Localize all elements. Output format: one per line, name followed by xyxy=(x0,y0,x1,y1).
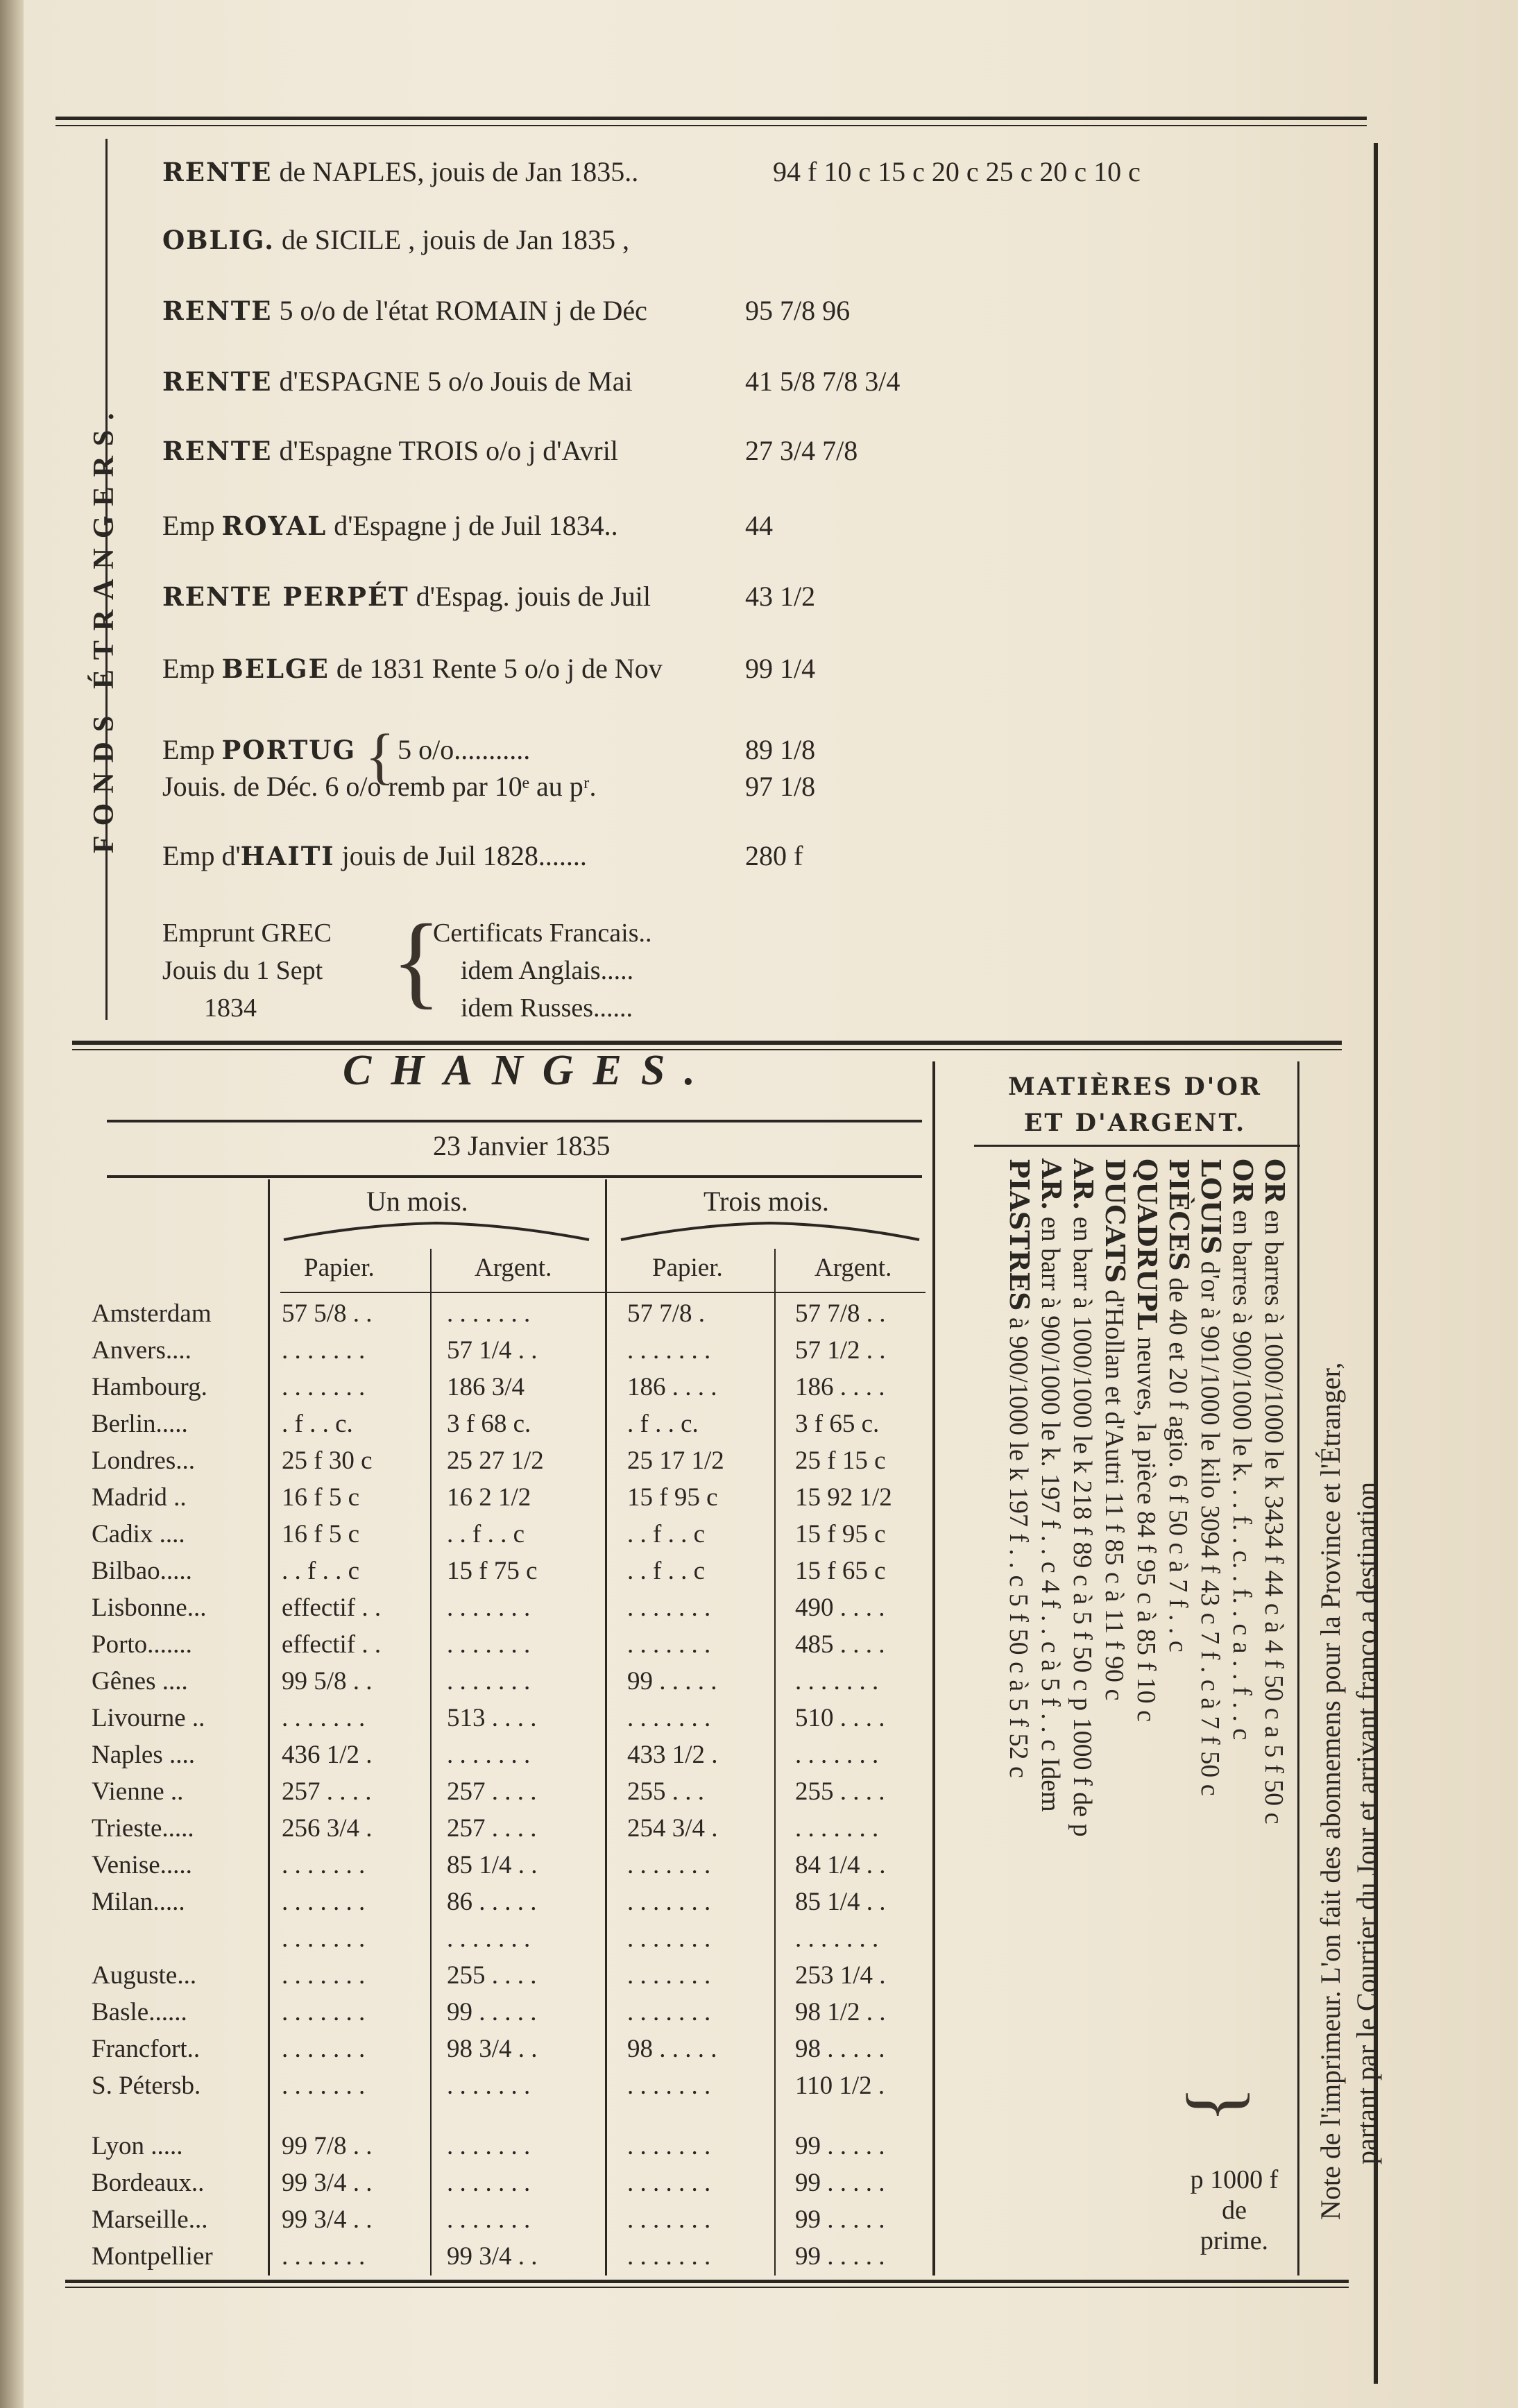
fonds-value: 95 7/8 96 xyxy=(745,295,851,326)
changes-cell: 25 f 15 c xyxy=(795,1446,886,1475)
group-header-trois-mois: Trois mois. xyxy=(703,1186,829,1217)
fonds-section-title: FONDS ÉTRANGERS. xyxy=(88,403,120,853)
matieres-column: PIÈCES de 40 et 20 f agio. 6 f 50 c à 7 f . . c xyxy=(1163,1159,1195,1653)
changes-cell: 99 3/4 . . xyxy=(447,2242,538,2271)
changes-cell: 110 1/2 . xyxy=(795,2072,885,2100)
changes-cell: 436 1/2 . xyxy=(282,1741,373,1769)
changes-cell: . . . . . . . xyxy=(627,1888,711,1916)
changes-cell: . . . . . . . xyxy=(447,2132,531,2160)
changes-cell: 85 1/4 . . xyxy=(795,1888,886,1916)
changes-city: Lisbonne... xyxy=(92,1594,207,1622)
changes-cell: 253 1/4 . xyxy=(795,1961,886,1990)
fonds-value: 99 1/4 xyxy=(745,653,816,684)
changes-cell: 99 . . . . . xyxy=(795,2169,885,2197)
changes-cell: . . . . . . . xyxy=(282,2242,366,2271)
col-divider-mini-1 xyxy=(430,1249,432,2275)
changes-cell: 99 5/8 . . xyxy=(282,1667,373,1696)
top-rule-thin xyxy=(56,125,1367,126)
changes-cell: 255 . . . . xyxy=(795,1777,885,1806)
grec-brace: { xyxy=(391,903,441,1018)
changes-cell: . . f . . c xyxy=(447,1520,525,1548)
changes-cell: . . . . . . . xyxy=(447,1924,531,1953)
changes-cell: . . . . . . . xyxy=(447,1594,531,1622)
changes-cell: 57 1/2 . . xyxy=(795,1336,886,1365)
changes-cell: . . f . . c xyxy=(282,1557,359,1585)
changes-city: Francfort.. xyxy=(92,2035,201,2063)
changes-city: Cadix .... xyxy=(92,1520,185,1548)
changes-cell: . . . . . . . xyxy=(447,1741,531,1769)
prime-note: p 1000 f de prime. xyxy=(1190,2165,1279,2255)
changes-city: Naples .... xyxy=(92,1741,195,1769)
fonds-label: RENTE PERPÉT d'Espag. jouis de Juil xyxy=(162,581,651,612)
changes-cell: . . . . . . . xyxy=(447,1667,531,1696)
changes-title-rule xyxy=(107,1120,922,1122)
subheader-argent-2: Argent. xyxy=(815,1254,892,1282)
changes-cell: 16 f 5 c xyxy=(282,1520,359,1548)
changes-cell: . . . . . . . xyxy=(795,1667,879,1696)
changes-title: CHANGES. xyxy=(343,1047,715,1094)
changes-cell: 98 1/2 . . xyxy=(795,1998,886,2026)
changes-cell: . f . . c. xyxy=(282,1410,353,1438)
changes-cell: 99 . . . . . xyxy=(795,2132,885,2160)
changes-cell: 57 7/8 . xyxy=(627,1299,706,1328)
bottom-rule xyxy=(65,2280,1349,2283)
changes-cell: 99 . . . . . xyxy=(627,1667,717,1696)
changes-cell: . . . . . . . xyxy=(627,1594,711,1622)
col-divider-matieres xyxy=(932,1061,935,2275)
fonds-value: 44 xyxy=(745,510,773,541)
fonds-value: 94 f 10 c 15 c 20 c 25 c 20 c 10 c xyxy=(773,156,1141,187)
matieres-column: LOUIS d'or à 901/1000 le kilo 3094 f 43 c 7 f . c à 7 f 50 c xyxy=(1195,1159,1227,1796)
changes-cell: 99 3/4 . . xyxy=(282,2205,373,2234)
changes-city: Milan..... xyxy=(92,1888,185,1916)
changes-city: Londres... xyxy=(92,1446,195,1475)
changes-cell: effectif . . xyxy=(282,1594,382,1622)
changes-cell: effectif . . xyxy=(282,1630,382,1659)
changes-cell: 186 3/4 xyxy=(447,1373,525,1401)
changes-cell: . . f . . c xyxy=(627,1520,705,1548)
changes-cell: . . . . . . . xyxy=(447,2169,531,2197)
changes-cell: 186 . . . . xyxy=(627,1373,717,1401)
top-rule xyxy=(56,117,1367,120)
changes-date: 23 Janvier 1835 xyxy=(433,1130,611,1161)
fonds-label: RENTE d'Espagne TROIS o/o j d'Avril xyxy=(162,435,618,466)
changes-cell: . . . . . . . xyxy=(282,2072,366,2100)
matieres-right-border xyxy=(1297,1061,1299,2275)
changes-cell: . . . . . . . xyxy=(282,1373,366,1401)
changes-cell: 16 f 5 c xyxy=(282,1483,359,1512)
note-imprimeur-line1: Note de l'imprimeur. L'on fait des abonnemens pour la Province et l'Étranger, xyxy=(1315,1362,1346,2220)
fonds-label: RENTE de NAPLES, jouis de Jan 1835.. xyxy=(162,156,639,187)
changes-cell: 485 . . . . xyxy=(795,1630,885,1659)
changes-cell: 256 3/4 . xyxy=(282,1814,373,1843)
changes-cell: 25 f 30 c xyxy=(282,1446,373,1475)
changes-cell: 15 92 1/2 xyxy=(795,1483,892,1512)
changes-cell: . . . . . . . xyxy=(627,1998,711,2026)
matieres-column: QUADRUPL neuves, la pièce 84 f 95 c à 85 f 10 c xyxy=(1132,1159,1163,1723)
changes-cell: . . . . . . . xyxy=(447,2205,531,2234)
changes-cell: . . . . . . . xyxy=(627,2132,711,2160)
changes-cell: . . . . . . . xyxy=(627,1961,711,1990)
changes-city: Gênes .... xyxy=(92,1667,188,1696)
changes-city: Livourne .. xyxy=(92,1704,205,1732)
changes-cell: 99 3/4 . . xyxy=(282,2169,373,2197)
grec-right-block: Certificats Francais.. idem Anglais..... idem Russes...... xyxy=(433,919,652,1023)
changes-city: Lyon ..... xyxy=(92,2132,183,2160)
changes-cell: 25 27 1/2 xyxy=(447,1446,544,1475)
fonds-value: 97 1/8 xyxy=(745,771,816,802)
changes-city: Venise..... xyxy=(92,1851,192,1879)
matieres-brace: { xyxy=(1171,2086,1256,2123)
changes-city: S. Pétersb. xyxy=(92,2072,201,2100)
changes-city: Amsterdam xyxy=(92,1299,212,1328)
changes-cell: . . . . . . . xyxy=(627,1336,711,1365)
note-imprimeur-line2: partant par le Courrier du Jour et arrivant franco a destination xyxy=(1351,1481,1382,2164)
changes-cell: 15 f 95 c xyxy=(795,1520,886,1548)
changes-cell: 57 5/8 . . xyxy=(282,1299,373,1328)
changes-cell: 15 f 75 c xyxy=(447,1557,538,1585)
changes-cell: 98 3/4 . . xyxy=(447,2035,538,2063)
changes-cell: 15 f 95 c xyxy=(627,1483,718,1512)
changes-cell: . . . . . . . xyxy=(627,2169,711,2197)
matieres-column: OR en barres à 1000/1000 le k 3434 f 44 c à 4 f 50 c a 5 f 50 c xyxy=(1259,1159,1290,1825)
subheader-argent-1: Argent. xyxy=(475,1254,552,1282)
changes-cell: 257 . . . . xyxy=(447,1814,537,1843)
changes-cell: . . . . . . . xyxy=(447,2072,531,2100)
matieres-column: OR en barres à 900/1000 le k. . . f. . c. . f. . c a . . f . . c xyxy=(1227,1159,1259,1741)
changes-cell: . . . . . . . xyxy=(282,1336,366,1365)
fonds-value: 41 5/8 7/8 3/4 xyxy=(745,366,901,397)
changes-cell: 99 . . . . . xyxy=(795,2205,885,2234)
changes-cell: 186 . . . . xyxy=(795,1373,885,1401)
bottom-rule-thin xyxy=(65,2287,1349,2288)
changes-city: Montpellier xyxy=(92,2242,213,2271)
changes-cell: 510 . . . . xyxy=(795,1704,885,1732)
changes-cell: . . . . . . . xyxy=(627,1704,711,1732)
changes-cell: . . . . . . . xyxy=(795,1924,879,1953)
col-divider-1 xyxy=(268,1179,270,2275)
fonds-label: Emp BELGE de 1831 Rente 5 o/o j de Nov xyxy=(162,653,663,684)
changes-cell: 57 1/4 . . xyxy=(447,1336,538,1365)
matieres-column: DUCATS d'Hollan et d'Autri 11 f 85 c à 11 f 90 c xyxy=(1100,1159,1131,1701)
matieres-column: PIASTRES à 900/1000 le k 197 f . . c 5 f 50 c à 5 f 52 c xyxy=(1004,1159,1035,1778)
changes-cell: 257 . . . . xyxy=(282,1777,372,1806)
portugal-brace: { xyxy=(365,722,395,791)
changes-cell: . . . . . . . xyxy=(282,1961,366,1990)
changes-city: Hambourg. xyxy=(92,1373,207,1401)
subheader-papier-1: Papier. xyxy=(304,1254,375,1282)
changes-city: Bilbao..... xyxy=(92,1557,192,1585)
col-divider-2 xyxy=(605,1179,607,2275)
changes-cell: 257 . . . . xyxy=(447,1777,537,1806)
changes-cell: . . . . . . . xyxy=(795,1814,879,1843)
changes-city: Madrid .. xyxy=(92,1483,187,1512)
changes-cell: 99 . . . . . xyxy=(447,1998,537,2026)
matieres-title-line1: MATIÈRES D'OR xyxy=(1008,1073,1262,1101)
changes-cell: . . . . . . . xyxy=(282,2035,366,2063)
changes-city: Anvers.... xyxy=(92,1336,191,1365)
fonds-label: RENTE d'ESPAGNE 5 o/o Jouis de Mai xyxy=(162,366,633,397)
document-page: FONDS ÉTRANGERS. RENTE de NAPLES, jouis de Jan 1835.. 94 f 10 c 15 c 20 c 25 c 20 c 10 c OBLIG. de SICILE , jouis de Jan 1835 , RENTE 5 o/o de l'état ROMAIN j de Déc 95 7/8 96 RENTE d'ESPAGNE 5 o/o Jouis de Mai 41 5/8 7/8 3/4 RENTE d'Espagne TROIS o/o j d'Avril 27 3/4 7/8 Emp ROYAL d'Espagne j de Juil 1834.. 44 RENTE PERPÉT d'Espag. jouis de Juil 43 1/2 Emp BELGE de 1831 Rente 5 o/o j de Nov 99 1/4 Emp PORTUG 5 o/o........... 89 1/8 Jouis. de Déc. 6 o/o remb par 10ᵉ au pʳ. 97 1/8 { Emp d'HAITI jouis de Juil 1828....... 280 f Emprunt GREC Jouis du 1 Sept 1834 { Certificats Francais.. idem Anglais..... idem Russes...... CHANGES. 23 Janvier 1835 Un mois. Trois mois. Papier. Argent. Papier. Argent. Amsterdam 57 5/8 . . . . . . . . . 57 7/8 . 57 7/8 . . Anvers.... . . . . . . . 57 1/4 . . . . . . . . . 57 1/2 . . Hambourg. . . . . . . . 186 3/4 186 . . . . 186 . . . . Berlin..... . f . . c. 3 f 68 c. . f . . c. 3 f 65 c. Londres... 25 f 30 c 25 27 1/2 25 17 1/2 25 f 15 c Madrid .. 16 f 5 c 16 2 1/2 15 f 95 c 15 92 1/2 Cadix .... 16 f 5 c . . f . . c . . f . . c 15 f 95 c Bilbao..... . . f . . c 15 f 75 c . . f . . c 15 f 65 c Lisbonne... effectif . . . . . . . . . . . . . . . . 490 . . . . Porto....... effectif . . . . . . . . . . . . . . . . 485 . . . . Gênes .... 99 5/8 . . . . . . . . . 99 . . . . . . . . . . . . Livourne .. . . . . . . . 513 . . . . . . . . . . . 510 . . . . Naples .... 436 1/2 . . . . . . . . 433 1/2 . . . . . . . . Vienne .. 257 . . . . 257 . . . . 255 . . . 255 . . . . Trieste..... 256 3/4 . 257 . . . . 254 3/4 . . . . . . . . Venise..... . . . . . . . 85 1/4 . . . . . . . . . 84 1/4 . . Milan..... . . . . . . . 86 . . . . . . . . . . . . 85 1/4 . . . . . . . . . . . . . . . . . . . . . . . . . . . . . . Auguste... . . . . . . . 255 . . . . . . . . . . . 253 1/4 . Basle...... . . . . . . . 99 . . . . . . . . . . . . 98 1/2 . . Francfort.. . . . . . . . 98 3/4 . . 98 . . . . . 98 . . . . . S. Pétersb. . . . . . . . . . . . . . . . . . . . . . 110 1/2 . Lyon ..... 99 7/8 . . . . . . . . . . . . . . . . 99 . . . . . Bordeaux.. 99 3/4 . . . . . . . . . . . . . . . . 99 . . . . . Marseille... 99 3/4 . . . . . . . . . . . . . . . . 99 . . . . . Montpellier . . . . . . . 99 3/4 . . . . . . . . . 99 . . . . . MATIÈRES D'OR ET D'ARGENT. OR en barres à 1000/1000 le k 3434 f 44 c à 4 f 50 c a 5 f 50 c OR en barres à 900/1000 le k. . . f. . c. . f. . c a . . f . . c LOUIS d'or à 901/1000 le kilo 3094 f 43 c 7 f . c à 7 f 50 c PIÈCES de 40 et 20 f agio. 6 f 50 c à 7 f . . c QUADRUPL neuves, la pièce 84 f 95 c à 85 f 10 c DUCATS d'Hollan et d'Autri 11 f 85 c à 11 f 90 c AR. en barr à 1000/1000 le k 218 f 89 c à 5 f 50 c p 1000 f de p AR. en barr à 900/1000 le k. 197 f . . c 4 f . . c à 5 f . . c Idem PIASTRES à 900/1000 le k 197 f . . c 5 f 50 c à 5 f 52 c { p 1000 f de prime. Note de l'imprimeur. L'on fait des abonnemens pour la Province et l'Étranger, partant par le Courrier du Jour et arrivant franco a destination xyxy=(24,0,1518,2408)
changes-cell: . . . . . . . xyxy=(627,2205,711,2234)
changes-cell: . . . . . . . xyxy=(282,1998,366,2026)
changes-cell: 99 7/8 . . xyxy=(282,2132,373,2160)
matieres-column: AR. en barr à 900/1000 le k. 197 f . . c 4 f . . c à 5 f . . c Idem xyxy=(1036,1159,1067,1812)
fonds-value: 89 1/8 xyxy=(745,734,816,765)
fonds-label: RENTE 5 o/o de l'état ROMAIN j de Déc xyxy=(162,295,647,326)
fonds-value: 280 f xyxy=(745,840,803,871)
changes-cell: 433 1/2 . xyxy=(627,1741,718,1769)
changes-cell: . . . . . . . xyxy=(282,1924,366,1953)
changes-cell: . . . . . . . xyxy=(627,2072,711,2100)
changes-cell: 255 . . . xyxy=(627,1777,704,1806)
changes-city: Porto....... xyxy=(92,1630,192,1659)
section-separator xyxy=(72,1041,1342,1045)
changes-city: Basle...... xyxy=(92,1998,187,2026)
changes-cell: 513 . . . . xyxy=(447,1704,537,1732)
group-header-un-mois: Un mois. xyxy=(366,1186,468,1217)
changes-cell: 16 2 1/2 xyxy=(447,1483,531,1512)
changes-city: Vienne .. xyxy=(92,1777,184,1806)
matieres-column: AR. en barr à 1000/1000 le k 218 f 89 c à 5 f 50 c p 1000 f de p xyxy=(1068,1159,1099,1837)
subheader-papier-2: Papier. xyxy=(652,1254,723,1282)
fonds-label: OBLIG. de SICILE , jouis de Jan 1835 , xyxy=(162,224,630,255)
changes-cell: 98 . . . . . xyxy=(795,2035,885,2063)
changes-cell: 15 f 65 c xyxy=(795,1557,886,1585)
changes-cell: . . f . . c xyxy=(627,1557,705,1585)
changes-cell: . . . . . . . xyxy=(282,1851,366,1879)
changes-cell: 57 7/8 . . xyxy=(795,1299,886,1328)
changes-cell: 85 1/4 . . xyxy=(447,1851,538,1879)
changes-city: Trieste..... xyxy=(92,1814,194,1843)
changes-city: Bordeaux.. xyxy=(92,2169,205,2197)
changes-cell: . . . . . . . xyxy=(627,1851,711,1879)
changes-cell: . f . . c. xyxy=(627,1410,699,1438)
changes-cell: 3 f 65 c. xyxy=(795,1410,880,1438)
group-brace-un-mois xyxy=(280,1218,592,1245)
changes-cell: . . . . . . . xyxy=(627,1924,711,1953)
changes-cell: 254 3/4 . xyxy=(627,1814,718,1843)
changes-cell: 84 1/4 . . xyxy=(795,1851,886,1879)
matieres-title-line2: ET D'ARGENT. xyxy=(1023,1109,1247,1137)
matieres-title-rule xyxy=(974,1145,1300,1147)
changes-cell: . . . . . . . xyxy=(447,1299,531,1328)
changes-date-rule xyxy=(107,1175,922,1178)
book-spine xyxy=(0,0,24,2408)
changes-city: Berlin..... xyxy=(92,1410,188,1438)
fonds-label: Emp ROYAL d'Espagne j de Juil 1834.. xyxy=(162,510,618,541)
changes-cell: 99 . . . . . xyxy=(795,2242,885,2271)
changes-cell: . . . . . . . xyxy=(282,1888,366,1916)
changes-cell: . . . . . . . xyxy=(447,1630,531,1659)
changes-cell: . . . . . . . xyxy=(627,1630,711,1659)
changes-cell: 86 . . . . . xyxy=(447,1888,537,1916)
fonds-value: 27 3/4 7/8 xyxy=(745,435,858,466)
changes-cell: 25 17 1/2 xyxy=(627,1446,724,1475)
grec-left-block: Emprunt GREC Jouis du 1 Sept 1834 xyxy=(162,919,332,1023)
changes-cell: 3 f 68 c. xyxy=(447,1410,531,1438)
changes-city: Marseille... xyxy=(92,2205,208,2234)
changes-cell: 98 . . . . . xyxy=(627,2035,717,2063)
subheader-rule xyxy=(280,1292,926,1293)
changes-city: Auguste... xyxy=(92,1961,197,1990)
changes-cell: . . . . . . . xyxy=(627,2242,711,2271)
changes-cell: . . . . . . . xyxy=(795,1741,879,1769)
col-divider-mini-2 xyxy=(774,1249,776,2275)
changes-cell: . . . . . . . xyxy=(282,1704,366,1732)
changes-cell: 255 . . . . xyxy=(447,1961,537,1990)
changes-cell: 490 . . . . xyxy=(795,1594,885,1622)
fonds-value: 43 1/2 xyxy=(745,581,816,612)
group-brace-trois-mois xyxy=(617,1218,923,1245)
